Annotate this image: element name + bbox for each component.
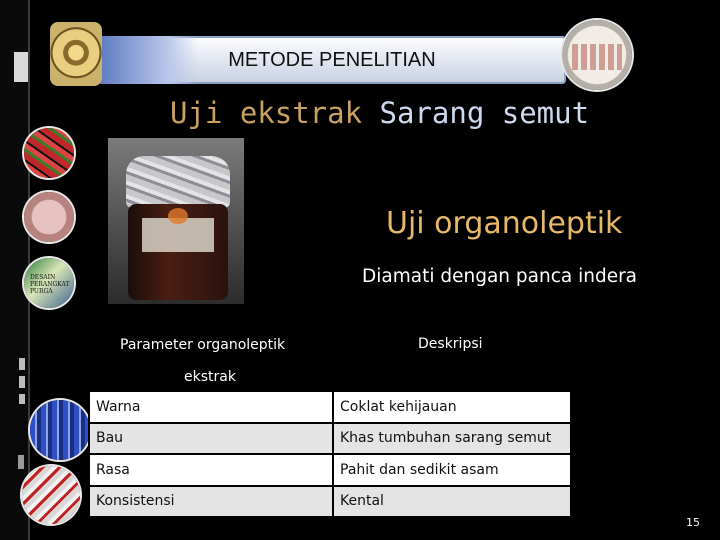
- decorative-dash: [18, 455, 24, 469]
- decorative-dash: [19, 358, 25, 370]
- bacteria-image-icon: [24, 128, 74, 178]
- table-cell-desc: Pahit dan sedikit asam: [333, 454, 571, 486]
- petri-dish-icon: [562, 20, 632, 90]
- section-description: Diamati dengan panca indera: [362, 266, 638, 287]
- table-cell-desc: Kental: [333, 486, 571, 518]
- table-row: [89, 486, 571, 518]
- subtitle-part1: Uji ekstrak: [170, 96, 363, 130]
- table-header-param-line2: ekstrak: [184, 369, 236, 385]
- decorative-dash: [19, 376, 25, 388]
- table-row: [89, 454, 571, 486]
- table-cell-desc: Coklat kehijauan: [333, 391, 571, 423]
- table-header-description: Deskripsi: [333, 323, 571, 391]
- table-row: [89, 423, 571, 455]
- subtitle-part2: Sarang semut: [379, 96, 590, 130]
- section-title: Uji organoleptik: [386, 206, 623, 241]
- organoleptic-table: [88, 322, 572, 518]
- page-number: 15: [686, 516, 700, 529]
- agar-plate-icon: [24, 192, 74, 242]
- test-tubes-icon: [22, 466, 80, 524]
- table-header-param-line1: Parameter organoleptik: [120, 337, 286, 353]
- decorative-square: [14, 52, 28, 82]
- table-cell-param: Rasa: [89, 454, 333, 486]
- book-cover-icon: [24, 258, 74, 308]
- university-seal-icon: [50, 22, 102, 86]
- slide-subtitle: [170, 96, 589, 130]
- table-cell-param: Konsistensi: [89, 486, 333, 518]
- decorative-dash: [19, 394, 25, 404]
- slide-title: METODE PENELITIAN: [228, 49, 436, 71]
- table-header-left: [89, 323, 333, 391]
- lab-equipment-icon: [30, 400, 90, 460]
- table-cell-desc: Khas tumbuhan sarang semut: [333, 423, 571, 455]
- table-cell-param: Warna: [89, 391, 333, 423]
- extract-jar-photo: [108, 138, 244, 304]
- table-cell-param: Bau: [89, 423, 333, 455]
- table-row: [89, 391, 571, 423]
- book-cover-text: DESAIN PERANGKAT PURGA: [30, 274, 70, 295]
